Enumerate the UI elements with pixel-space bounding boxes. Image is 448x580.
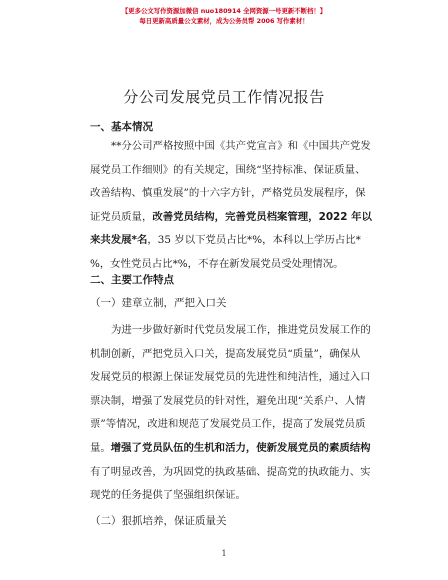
page-number: 1: [221, 549, 227, 558]
subsection-heading-2: （二）狠抓培养，保证质量关: [90, 515, 227, 527]
text-run: ，35 岁以下党员占比*%，本科以上学历占比*: [147, 234, 361, 247]
text-line: 展党员工作细则》的有关规定，围绕“坚持标准、保证质量、: [90, 163, 366, 176]
promo-line-1: 【更多公文写作资源加微信 nuo180914 全网资源一号更新不断档！】: [121, 7, 327, 15]
text-run: 证党员质量，: [90, 210, 153, 223]
text-line: [90, 437, 386, 461]
paragraph-work-features: [90, 319, 386, 508]
section-heading-2: 二、主要工作特点: [90, 274, 174, 286]
section-heading-1: 一、基本情况: [90, 121, 153, 133]
text-line: 现党的任务提供了坚强组织保证。: [90, 489, 246, 502]
text-line: 机制创新，严把党员入口关，提高发展党员“质量”，确保从: [90, 347, 361, 360]
text-line: [90, 206, 386, 230]
paragraph-basic-info: [90, 135, 386, 277]
text-line: **分公司严格按照中国《共产党宣言》和《中国共产党发: [111, 140, 371, 152]
text-line: 票”等情况，改进和规范了发展党员工作，提高了发展党员质: [90, 418, 366, 431]
text-line: [90, 229, 386, 253]
promo-line-2: 每日更新高质量公文素材，成为公务员帮 2006 写作素材！: [139, 16, 309, 25]
text-line: %，女性党员占比*%，不存在新发展党员受处理情况。: [90, 257, 344, 270]
text-line: 有了明显改善，为巩固党的执政基础、提高党的执政能力、实: [90, 465, 371, 478]
bold-text-run: 增强了党员队伍的生机和活力，使新发展党员的素质结构: [110, 441, 371, 454]
text-line: 票决制，增强了发展党员的针对性，避免出现“关系户、人情: [90, 394, 366, 407]
text-line: 改善结构、慎重发展”的十六字方针，严格党员发展程序，保: [90, 187, 366, 200]
document-title: 分公司发展党员工作情况报告: [123, 88, 325, 106]
promo-banner: [0, 7, 448, 26]
text-line: 发展党员的根源上保证发展党员的先进性和纯洁性，通过入口: [90, 371, 371, 384]
bold-text-run: 来共发展*名: [90, 234, 148, 247]
bold-text-run: 改善党员结构，完善党员档案管理，2022 年以: [152, 210, 372, 223]
text-line: 为进一步做好新时代党员发展工作，推进党员发展工作的: [111, 324, 371, 336]
subsection-heading-1: （一）建章立制，严把入口关: [90, 297, 227, 309]
text-run: 量。: [90, 441, 111, 454]
